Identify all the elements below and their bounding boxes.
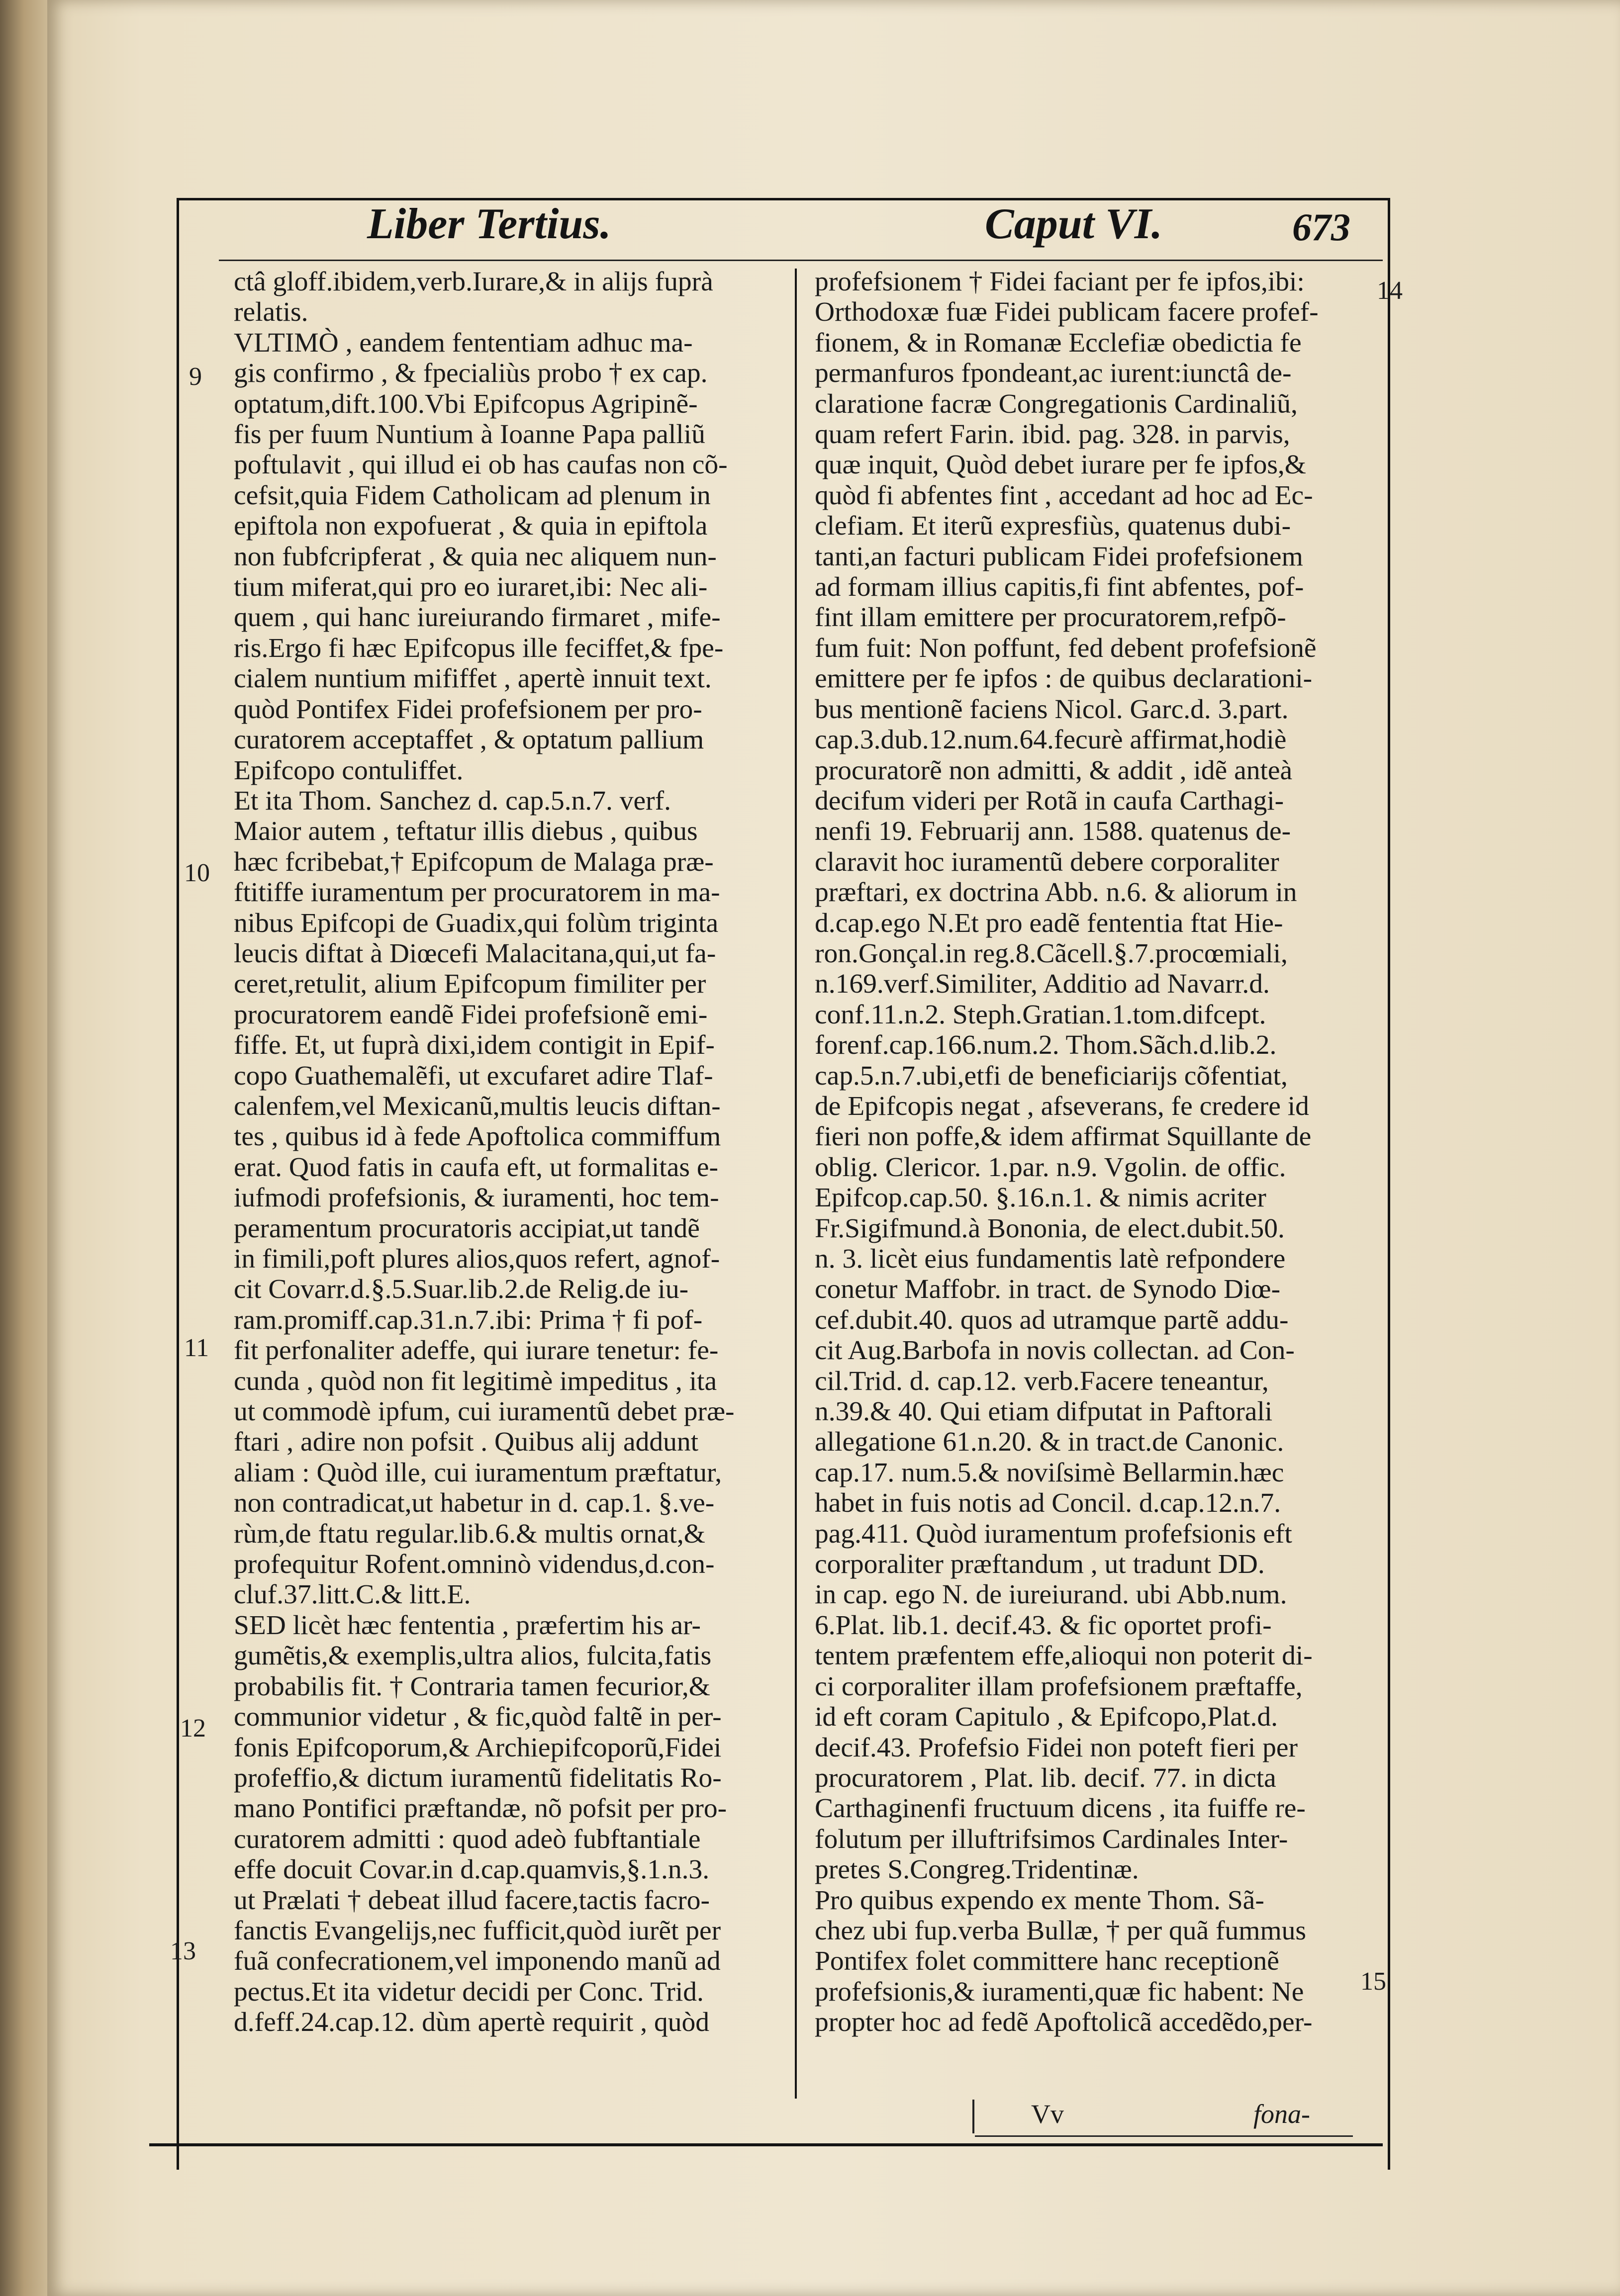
text-line: procuratorem eandẽ Fidei profefsionẽ emi- [234, 999, 708, 1030]
text-line: cap.5.n.7.ubi,etfi de beneficiarijs cõfentiat, [815, 1060, 1288, 1091]
running-head-right: Caput VI. [985, 200, 1163, 248]
text-line: tanti,an facturi publicam Fidei profefsionem [815, 541, 1303, 572]
text-line: emittere per fe ipfos : de quibus declarationi- [815, 663, 1313, 694]
text-line: ron.Gonçal.in reg.8.Cãcell.§.7.procœmiali, [815, 938, 1288, 969]
text-line: tentem præfentem effe,alioqui non poterit di- [815, 1641, 1313, 1671]
text-line: quem , qui hanc iureiurando firmaret , mife- [234, 602, 721, 633]
text-line: quòd Pontifex Fidei profefsionem per pro- [234, 694, 702, 725]
margin-number-12: 12 [180, 1714, 206, 1743]
page-number: 673 [1292, 205, 1350, 249]
text-line: ut commodè ipfum, cui iuramentũ debet præ- [234, 1396, 735, 1427]
text-line: ftitiffe iuramentum per procuratorem in ma- [234, 877, 720, 908]
text-line: rùm,de ftatu regular.lib.6.& multis ornat,& [234, 1518, 705, 1549]
text-line: Carthaginenfi fructuum dicens , ita fuiffe re- [815, 1793, 1306, 1824]
text-line: forenf.cap.166.num.2. Thom.Sãch.d.lib.2. [815, 1030, 1277, 1061]
text-line: quæ inquit, Quòd debet iurare per fe ipfos,& [815, 450, 1306, 480]
text-line: profefsionis,& iuramenti,quæ fic habent: Ne [815, 1976, 1304, 2007]
text-line: erat. Quod fatis in caufa eft, ut formalitas e- [234, 1152, 718, 1183]
text-line: fanctis Evangelijs,nec fufficit,quòd iurẽt per [234, 1915, 721, 1946]
text-line: profeffio,& dictum iuramentũ fidelitatis Ro- [234, 1762, 722, 1793]
text-line: tes , quibus id à fede Apoftolica commiffum [234, 1121, 721, 1152]
footer-rule-tick [972, 2100, 974, 2133]
text-line: n.39.& 40. Qui etiam difputat in Paftorali [815, 1396, 1273, 1427]
signature-mark: Vv [1031, 2099, 1064, 2129]
text-line: fionem, & in Romanæ Ecclefiæ obedictia fe [815, 327, 1302, 358]
text-line: fieri non poffe,& idem affirmat Squillante de [815, 1121, 1312, 1152]
text-line: chez ubi fup.verba Bullæ, † per quã fummus [815, 1915, 1306, 1946]
text-line: ftari , adire non pofsit . Quibus alij addunt [234, 1427, 699, 1458]
text-line: fonis Epifcoporum,& Archiepifcoporũ,Fidei [234, 1732, 722, 1763]
text-line: cit Covarr.d.§.5.Suar.lib.2.de Relig.de iu- [234, 1274, 689, 1305]
text-line: mano Pontifici præftandæ, nõ pofsit per pro- [234, 1793, 727, 1824]
text-line: procuratorẽ non admitti, & addit , idẽ anteà [815, 755, 1293, 786]
text-line: fum fuit: Non poffunt, fed debent profefsionẽ [815, 633, 1317, 663]
text-line: cit Aug.Barbofa in novis collectan. ad Con- [815, 1335, 1295, 1366]
text-line: communior videtur , & fic,quòd faltẽ in per- [234, 1702, 722, 1733]
text-line: cefsit,quia Fidem Catholicam ad plenum in [234, 480, 711, 511]
text-line: effe docuit Covar.in d.cap.quamvis,§.1.n.3. [234, 1854, 710, 1885]
text-line: pretes S.Congreg.Tridentinæ. [815, 1854, 1139, 1885]
text-line: curatorem admitti : quod adeò fubftantiale [234, 1824, 701, 1854]
text-line: conf.11.n.2. Steph.Gratian.1.tom.difcept. [815, 999, 1266, 1030]
text-line: Maior autem , teftatur illis diebus , quibus [234, 816, 698, 847]
text-line: ctâ gloff.ibidem,verb.Iurare,& in alijs fuprà [234, 267, 713, 297]
text-line: ris.Ergo fi hæc Epifcopus ille feciffet,& fpe- [234, 633, 724, 663]
margin-number-11: 11 [184, 1334, 209, 1362]
text-line: gis confirmo , & fpecialiùs probo † ex cap. [234, 358, 708, 389]
text-line: poftulavit , qui illud ei ob has caufas non cõ- [234, 450, 728, 480]
text-line: n.169.verf.Similiter, Additio ad Navarr.d. [815, 969, 1270, 1000]
text-line: Pontifex folet committere hanc receptionẽ [815, 1946, 1279, 1977]
text-line: Orthodoxæ fuæ Fidei publicam facere profef- [815, 297, 1319, 328]
text-line: propter hoc ad fedẽ Apoftolicã accedẽdo,per- [815, 2007, 1313, 2038]
text-line: quòd fi abfentes fint , accedant ad hoc ad Ec- [815, 480, 1313, 511]
text-line: fis per fuum Nuntium à Ioanne Papa palliũ [234, 419, 705, 450]
text-line: conetur Maffobr. in tract. de Synodo Diœ- [815, 1274, 1281, 1305]
text-line: clefiam. Et iterũ expresfiùs, quatenus dubi- [815, 511, 1291, 542]
text-line: pectus.Et ita videtur decidi per Conc. Trid. [234, 1976, 704, 2007]
text-line: pag.411. Quòd iuramentum profefsionis eft [815, 1518, 1292, 1549]
text-line: in cap. ego N. de iureiurand. ubi Abb.num. [815, 1579, 1287, 1610]
text-line: quam refert Farin. ibid. pag. 328. in parvis, [815, 419, 1290, 450]
text-line: nenfi 19. Februarij ann. 1588. quatenus de- [815, 816, 1291, 847]
text-line: præftari, ex doctrina Abb. n.6. & aliorum in [815, 877, 1297, 908]
text-line: 6.Plat. lib.1. decif.43. & fic oportet profi- [815, 1610, 1272, 1641]
text-line: fint illam emittere per procuratorem,refpõ- [815, 602, 1286, 633]
margin-number-10: 10 [184, 859, 210, 887]
text-column-left [234, 267, 778, 2038]
text-line: profequitur Rofent.omninò videndus,d.con- [234, 1549, 715, 1580]
margin-number-9: 9 [189, 363, 202, 391]
text-line: permanfuros fpondeant,ac iurent:iunctâ de- [815, 358, 1292, 389]
text-line: cap.17. num.5.& noviſsimè Bellarmin.hæc [815, 1457, 1284, 1488]
text-line: fiffe. Et, ut fuprà dixi,idem contigit in Epif- [234, 1030, 715, 1061]
text-line: calenfem,vel Mexicanũ,multis leucis diftan- [234, 1091, 721, 1121]
footer-rule [975, 2135, 1353, 2137]
text-line: VLTIMÒ , eandem fententiam adhuc ma- [234, 327, 693, 358]
text-line: claratione facræ Congregationis Cardinaliũ, [815, 388, 1298, 419]
text-line: nibus Epifcopi de Guadix,qui folùm triginta [234, 908, 719, 938]
text-line: cluf.37.litt.C.& litt.E. [234, 1579, 471, 1610]
text-line: probabilis fit. † Contraria tamen fecurior,& [234, 1671, 710, 1702]
text-line: epiftola non expofuerat , & quia in epiftola [234, 511, 708, 542]
text-line: Et ita Thom. Sanchez d. cap.5.n.7. verf. [234, 785, 671, 816]
text-line: gumẽtis,& exemplis,ultra alios, fulcita,fatis [234, 1641, 712, 1671]
text-line: n. 3. licèt eius fundamentis latè refpondere [815, 1244, 1286, 1274]
text-line: decif.43. Profefsio Fidei non poteft fieri per [815, 1732, 1298, 1763]
text-line: ut Prælati † debeat illud facere,tactis facro- [234, 1885, 710, 1916]
text-line: Pro quibus expendo ex mente Thom. Sã- [815, 1885, 1264, 1916]
text-line: id eft coram Capitulo , & Epifcopo,Plat.d. [815, 1702, 1278, 1733]
running-head-left: Liber Tertius. [367, 200, 611, 248]
text-line: ceret,retulit, alium Epifcopum fimiliter per [234, 969, 706, 1000]
text-line: Epifcopo contuliffet. [234, 755, 464, 786]
text-line: in fimili,poft plures alios,quos refert, agnof- [234, 1244, 720, 1274]
text-line: procuratorem , Plat. lib. decif. 77. in dicta [815, 1762, 1276, 1793]
text-line: peramentum procuratoris accipiat,ut tandẽ [234, 1213, 700, 1244]
text-line: iufmodi profefsionis, & iuramenti, hoc tem- [234, 1183, 719, 1213]
column-rule [795, 269, 797, 2099]
text-line: ram.promiff.cap.31.n.7.ibi: Prima † fi pof- [234, 1304, 703, 1335]
text-line: cef.dubit.40. quos ad utramque partẽ addu- [815, 1304, 1289, 1335]
text-line: leucis diftat à Diœcefi Malacitana,qui,ut fa- [234, 938, 716, 969]
margin-number-13: 13 [170, 1937, 196, 1965]
text-line: ad formam illius capitis,fi fint abfentes, pof- [815, 572, 1304, 603]
text-line: non fubfcripferat , & quia nec aliquem nun- [234, 541, 717, 572]
text-line: claravit hoc iuramentũ debere corporaliter [815, 846, 1279, 877]
text-line: bus mentionẽ faciens Nicol. Garc.d. 3.part. [815, 694, 1289, 725]
text-line: fit perfonaliter adeffe, qui iurare tenetur: fe- [234, 1335, 719, 1366]
text-line: habet in fuis notis ad Concil. d.cap.12.n.7. [815, 1488, 1281, 1519]
text-line: aliam : Quòd ille, cui iuramentum præftatur, [234, 1457, 722, 1488]
text-line: tium miferat,qui pro eo iuraret,ibi: Nec ali- [234, 572, 708, 603]
text-line: profefsionem † Fidei faciant per fe ipfos,ibi: [815, 267, 1305, 297]
text-line: copo Guathemalẽfi, ut excufaret adire Tlaf- [234, 1060, 713, 1091]
text-line: oblig. Clericor. 1.par. n.9. Vgolin. de offic. [815, 1152, 1286, 1183]
text-line: relatis. [234, 297, 308, 328]
header-rule [219, 260, 1383, 261]
text-line: cunda , quòd non fit legitimè impeditus , ita [234, 1366, 717, 1396]
text-line: Epifcop.cap.50. §.16.n.1. & nimis acriter [815, 1183, 1266, 1213]
text-line: non contradicat,ut habetur in d. cap.1. §.ve- [234, 1488, 715, 1519]
margin-number-15: 15 [1360, 1967, 1386, 1996]
text-line: decifum videri per Rotã in caufa Carthagi- [815, 785, 1284, 816]
text-line: allegatione 61.n.20. & in tract.de Canonic. [815, 1427, 1284, 1458]
text-line: fuã confecrationem,vel imponendo manũ ad [234, 1946, 721, 1977]
catchword: fona- [1253, 2099, 1310, 2129]
text-line: cap.3.dub.12.num.64.fecurè affirmat,hodiè [815, 725, 1287, 755]
text-line: d.feff.24.cap.12. dùm apertè requirit , quòd [234, 2007, 710, 2038]
bottom-rule [149, 2143, 1383, 2146]
text-line: folutum per illuftrifsimos Cardinales Inter- [815, 1824, 1288, 1854]
text-line: Fr.Sigifmund.à Bononia, de elect.dubit.50. [815, 1213, 1285, 1244]
margin-number-14: 14 [1377, 276, 1403, 305]
text-line: cil.Trid. d. cap.12. verb.Facere teneantur, [815, 1366, 1269, 1396]
text-line: SED licèt hæc fententia , præfertim his ar- [234, 1610, 701, 1641]
text-line: d.cap.ego N.Et pro eadẽ fententia ftat Hie- [815, 908, 1283, 938]
text-line: optatum,dift.100.Vbi Epifcopus Agripinẽ- [234, 388, 698, 419]
text-line: cialem nuntium mififfet , apertè innuit text. [234, 663, 712, 694]
text-line: de Epifcopis negat , afseverans, fe credere id [815, 1091, 1309, 1121]
text-line: hæc fcribebat,† Epifcopum de Malaga præ- [234, 846, 714, 877]
text-line: curatorem acceptaffet , & optatum pallium [234, 725, 704, 755]
text-line: corporaliter præftandum , ut tradunt DD. [815, 1549, 1265, 1580]
text-column-right [815, 267, 1362, 2038]
text-line: ci corporaliter illam profefsionem præftaffe, [815, 1671, 1303, 1702]
